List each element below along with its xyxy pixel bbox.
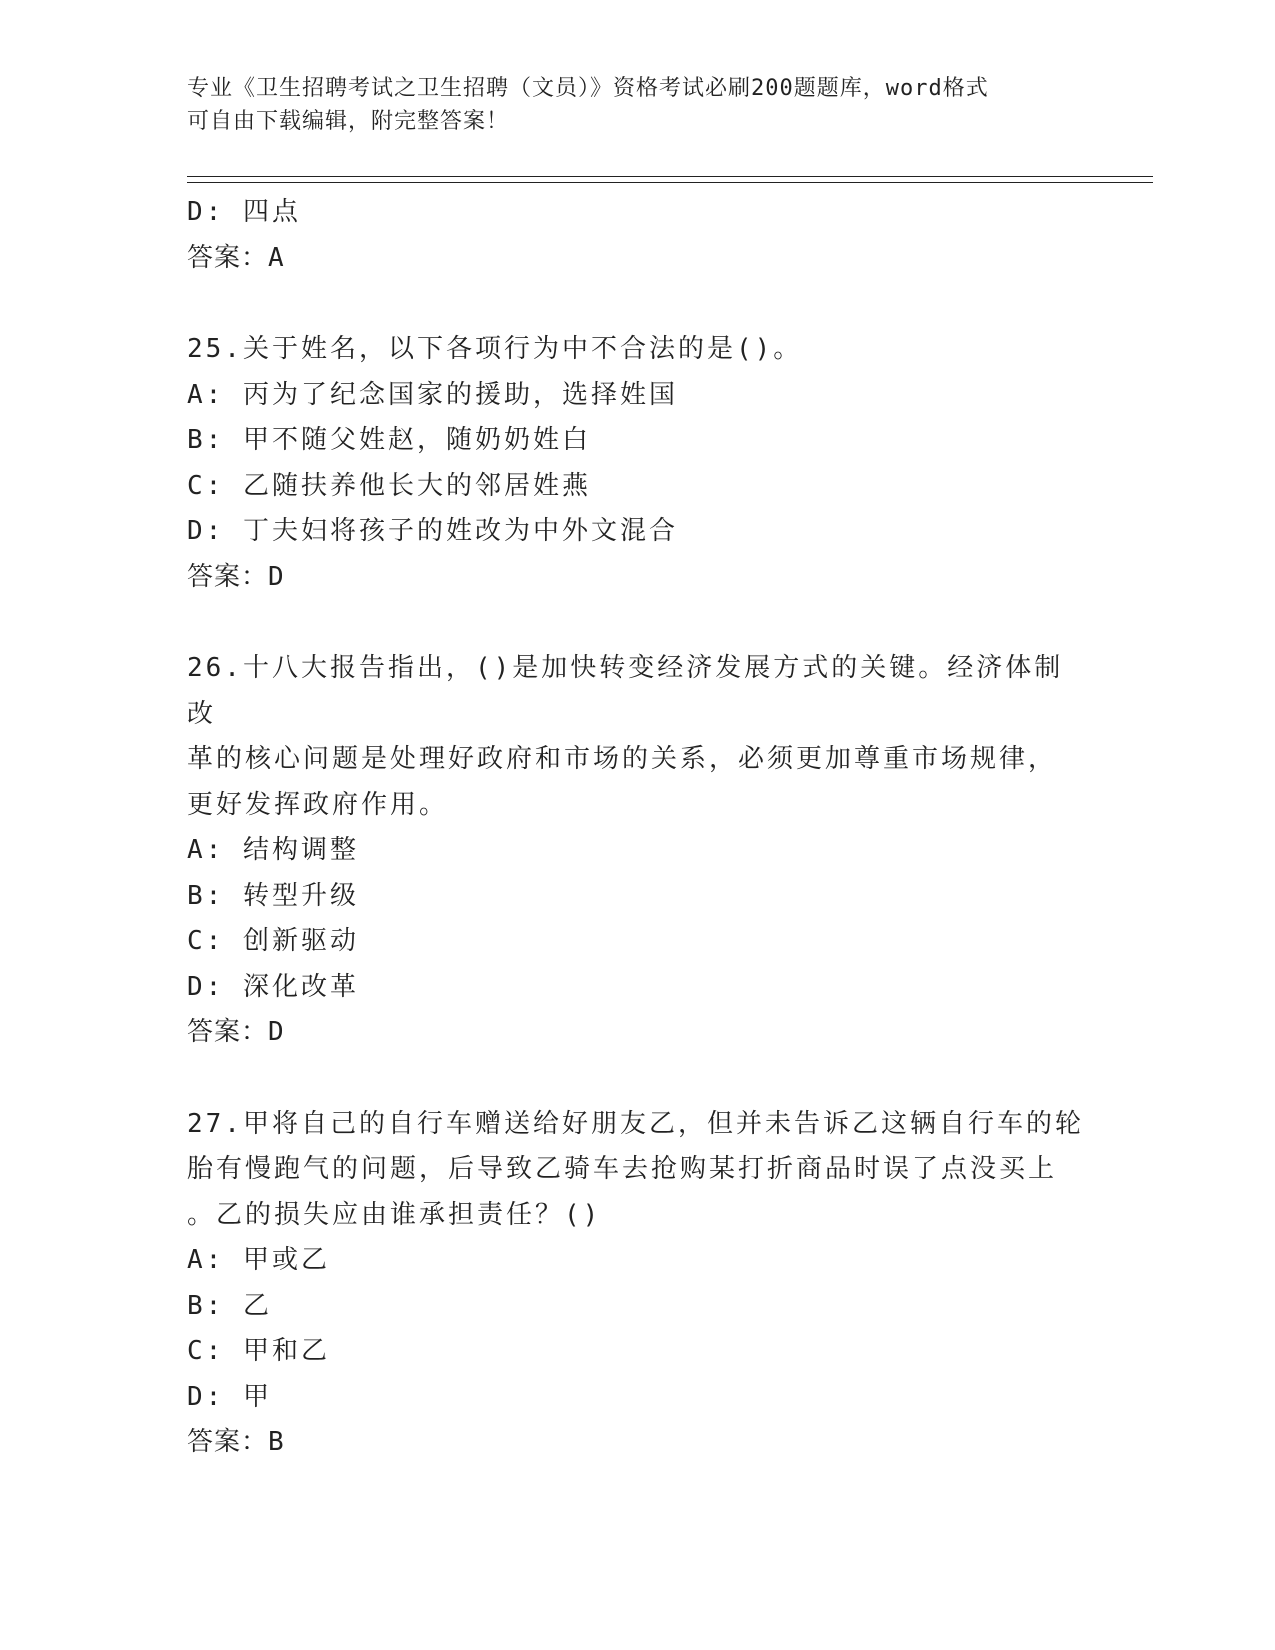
option-a: A: 甲或乙 [187, 1245, 330, 1275]
question-26 [187, 646, 1087, 1056]
option-d: D: 四点 [187, 197, 301, 227]
question-25 [187, 327, 1087, 600]
question-list [187, 190, 1087, 1466]
option-b: B: 乙 [187, 1290, 272, 1321]
question-stem-line-3: 更好发挥政府作用。 [187, 789, 449, 820]
header-rule-bottom [187, 182, 1153, 183]
option-c: C: 创新驱动 [187, 926, 359, 956]
option-b: B: 甲不随父姓赵，随奶奶姓白 [187, 425, 591, 455]
option-d: D: 深化改革 [187, 971, 359, 1002]
question-stem-line-2: 革的核心问题是处理好政府和市场的关系，必须更加尊重市场规律， [187, 744, 1058, 774]
question-27 [187, 1102, 1087, 1466]
header-line-2: 可自由下载编辑，附完整答案！ [187, 109, 510, 134]
answer-line: 答案：A [187, 242, 285, 273]
answer-line: 答案：D [187, 1017, 285, 1047]
option-a: A: 结构调整 [187, 835, 359, 865]
option-b: B: 转型升级 [187, 880, 359, 911]
option-d: D: 丁夫妇将孩子的姓改为中外文混合 [187, 516, 678, 546]
question-stem: 25.关于姓名，以下各项行为中不合法的是()。 [187, 334, 803, 364]
answer-line: 答案：B [187, 1427, 285, 1457]
header-rule-top [187, 176, 1153, 177]
option-d: D: 甲 [187, 1381, 272, 1412]
question-stem-line-2: 胎有慢跑气的问题，后导致乙骑车去抢购某打折商品时误了点没买上 [187, 1154, 1058, 1184]
question-stem-line-1: 26.十八大报告指出，()是加快转变经济发展方式的关键。经济体制改 [187, 653, 1064, 729]
option-c: C: 甲和乙 [187, 1336, 330, 1366]
previous-question-tail [187, 190, 1087, 281]
question-stem-line-1: 27.甲将自己的自行车赠送给好朋友乙，但并未告诉乙这辆自行车的轮 [187, 1108, 1084, 1139]
option-c: C: 乙随扶养他长大的邻居姓燕 [187, 470, 591, 501]
header-line-1: 专业《卫生招聘考试之卫生招聘（文员）》资格考试必刷200题题库，word格式 [187, 76, 989, 101]
question-stem-line-3: 。乙的损失应由谁承担责任？() [187, 1199, 602, 1230]
answer-line: 答案：D [187, 561, 285, 592]
document-header [187, 72, 1067, 138]
option-a: A: 丙为了纪念国家的援助，选择姓国 [187, 379, 678, 410]
